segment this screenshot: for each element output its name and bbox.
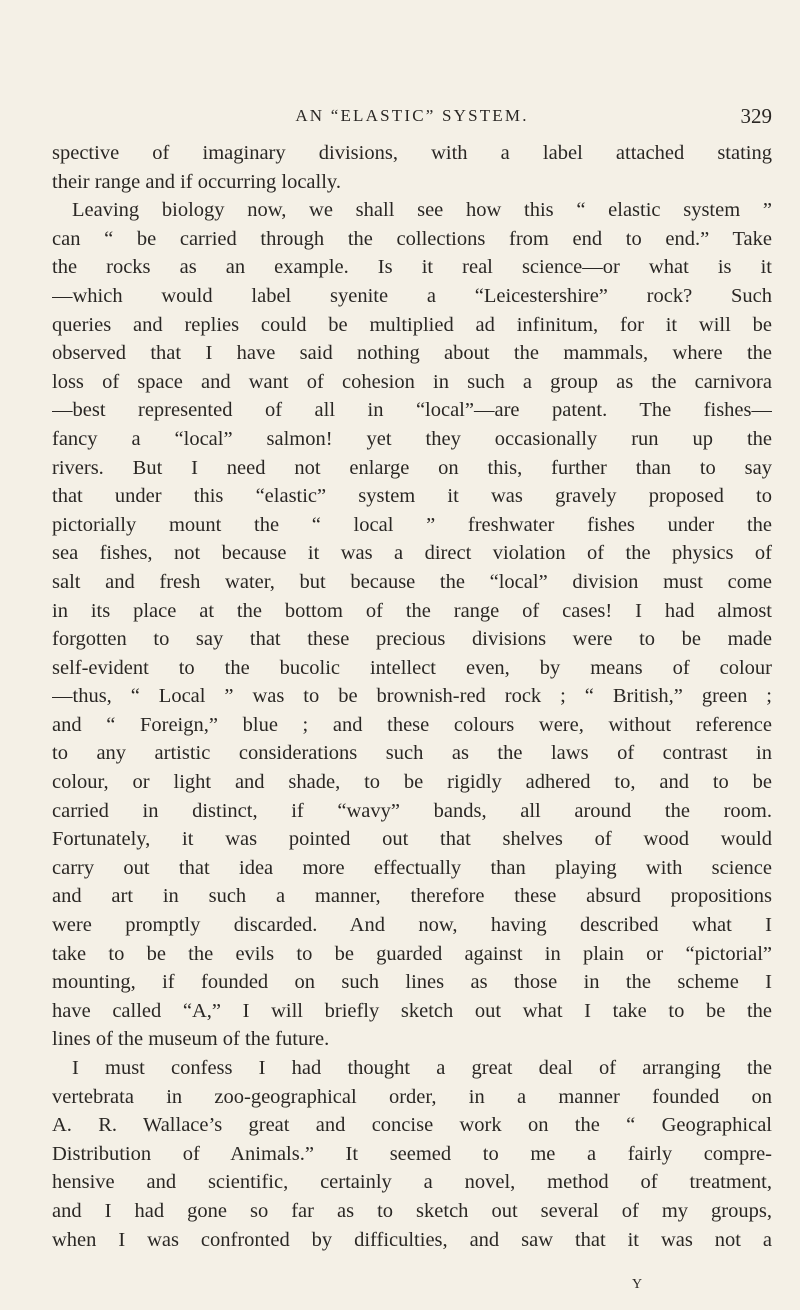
text-line: Leaving biology now, we shall see how this “ elastic system ” — [72, 199, 772, 222]
text-line: to any artistic considerations such as the laws of contrast in — [52, 742, 772, 765]
text-line: vertebrata in zoo-geographical order, in a manner founded on — [52, 1085, 772, 1108]
text-line: salt and fresh water, but because the “local” division must come — [52, 570, 772, 593]
text-line: when I was confronted by difficulties, and saw that it was not a — [52, 1228, 772, 1251]
text-line: loss of space and want of cohesion in such a group as the carnivora — [52, 370, 772, 393]
text-line: and I had gone so far as to sketch out several of my groups, — [52, 1199, 772, 1222]
text-line: sea fishes, not because it was a direct violation of the physics of — [52, 542, 772, 565]
text-line: can “ be carried through the collections from end to end.” Take — [52, 227, 772, 250]
text-line: —which would label syenite a “Leicestershire” rock? Such — [52, 284, 772, 307]
text-line: fancy a “local” salmon! yet they occasionally run up the — [52, 427, 772, 450]
text-line: carried in distinct, if “wavy” bands, all around the room. — [52, 799, 772, 822]
text-line: I must confess I had thought a great deal of arranging the — [72, 1057, 772, 1079]
text-line: take to be the evils to be guarded against in plain or “pictorial” — [52, 942, 772, 965]
text-line: and “ Foreign,” blue ; and these colours were, without reference — [52, 713, 772, 736]
text-line: in its place at the bottom of the range of cases! I had almost — [52, 599, 772, 622]
text-line: queries and replies could be multiplied ad infinitum, for it will be — [52, 313, 772, 336]
text-line: self-evident to the bucolic intellect even, by means of colour — [52, 656, 772, 679]
text-line: and art in such a manner, therefore these absurd propositions — [52, 885, 772, 908]
text-line: have called “A,” I will briefly sketch out what I take to be the — [52, 999, 772, 1022]
text-line: lines of the museum of the future. — [52, 1028, 330, 1051]
text-line: Fortunately, it was pointed out that shelves of wood would — [52, 828, 772, 851]
text-line: pictorially mount the “ local ” freshwater fishes under the — [52, 513, 772, 536]
running-head — [52, 101, 772, 131]
text-line: A. R. Wallace’s great and concise work on the “ Geographical — [52, 1114, 772, 1137]
text-line: colour, or light and shade, to be rigidly adhered to, and to be — [52, 771, 772, 794]
text-line: spective of imaginary divisions, with a label attached stating — [52, 142, 772, 164]
running-title: AN “ELASTIC” SYSTEM. — [295, 106, 529, 125]
text-line: Distribution of Animals.” It seemed to me a fairly compre- — [52, 1142, 772, 1165]
page-number: 329 — [740, 104, 772, 128]
text-line: the rocks as an example. Is it real science—or what is it — [52, 256, 772, 279]
text-line: hensive and scientific, certainly a novel, method of treatment, — [52, 1171, 772, 1194]
text-line: forgotten to say that these precious divisions were to be made — [52, 628, 772, 651]
body-text — [52, 139, 772, 1254]
text-line: that under this “elastic” system it was gravely proposed to — [52, 485, 772, 508]
text-line: —thus, “ Local ” was to be brownish-red rock ; “ British,” green ; — [52, 685, 772, 708]
text-line: their range and if occurring locally. — [52, 170, 341, 193]
text-line: were promptly discarded. And now, having described what I — [52, 914, 772, 937]
text-line: rivers. But I need not enlarge on this, further than to say — [52, 456, 772, 479]
text-line: —best represented of all in “local”—are patent. The fishes— — [52, 399, 772, 422]
signature-mark: Y — [632, 1277, 644, 1292]
text-line: observed that I have said nothing about the mammals, where the — [52, 342, 772, 365]
text-line: carry out that idea more effectually than playing with science — [52, 856, 772, 879]
text-line: mounting, if founded on such lines as those in the scheme I — [52, 971, 772, 994]
